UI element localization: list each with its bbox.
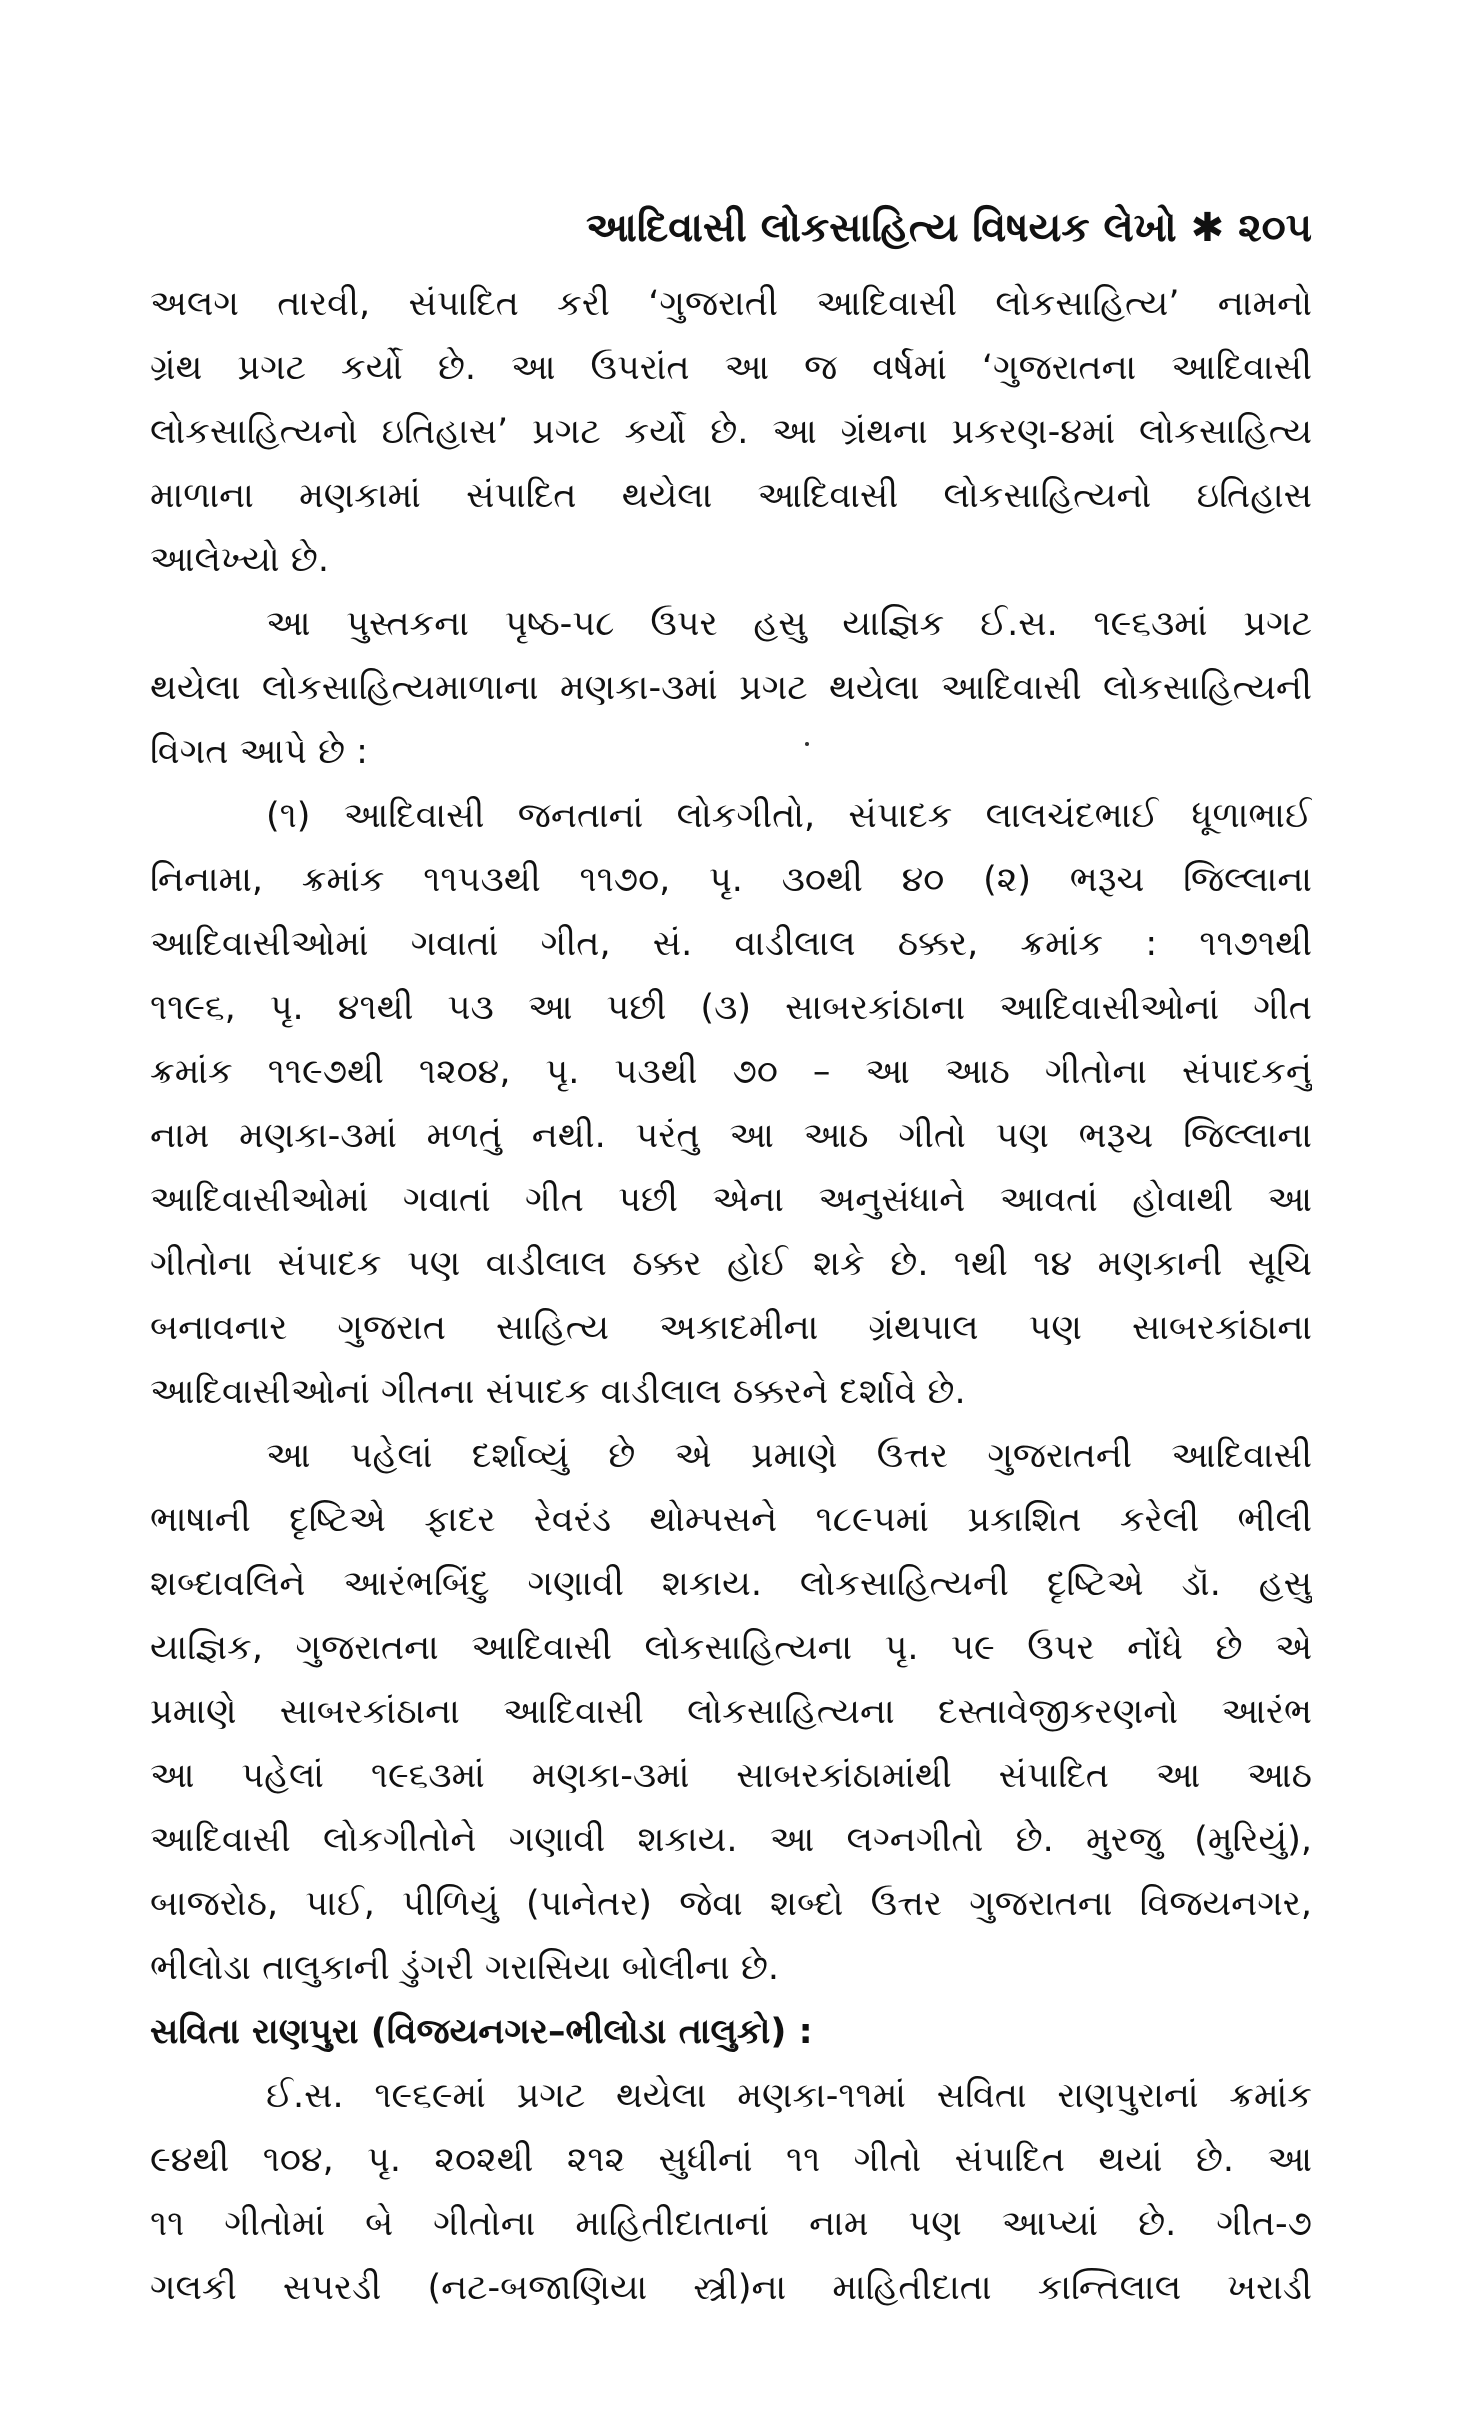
text-line: થયેલા લોકસાહિત્યમાળાના મણકા-૩માં પ્રગટ થયેલા આદિવાસી લોકસાહિત્યની (150, 668, 1312, 708)
text-line: ભાષાની દૃષ્ટિએ ફાદર રેવરંડ થોમ્પસને ૧૮૯૫માં પ્રકાશિત કરેલી ભીલી (150, 1500, 1312, 1540)
text-line: ઈ.સ. ૧૯૬૯માં પ્રગટ થયેલા મણકા-૧૧માં સવિતા રાણપુરાનાં ક્રમાંક (266, 2076, 1312, 2116)
text-line: નામ મણકા-૩માં મળતું નથી. પરંતુ આ આઠ ગીતો પણ ભરૂચ જિલ્લાના (150, 1116, 1312, 1156)
page-number: ૨૦૫ (1238, 205, 1312, 251)
text-line: વિગત આપે છે : (150, 732, 368, 772)
text-line: આદિવાસી લોકગીતોને ગણાવી શકાય. આ લગ્નગીતો છે. મુરજુ (મુરિયું), (150, 1820, 1312, 1860)
text-line: પ્રમાણે સાબરકાંઠાના આદિવાસી લોકસાહિત્યના દસ્તાવેજીકરણનો આરંભ (150, 1692, 1312, 1732)
text-line: આદિવાસીઓનાં ગીતના સંપાદક વાડીલાલ ઠક્કરને દર્શાવે છે. (150, 1372, 966, 1412)
text-line: બાજરોઠ, પાઈ, પીળિયું (પાનેતર) જેવા શબ્દો ઉત્તર ગુજરાતના વિજયનગર, (150, 1884, 1312, 1924)
running-header (150, 198, 1312, 258)
text-line: આ પુસ્તકના પૃષ્ઠ-૫૮ ઉપર હસુ યાજ્ઞિક ઈ.સ. ૧૯૬૩માં પ્રગટ (266, 604, 1312, 644)
text-line: આદિવાસીઓમાં ગવાતાં ગીત પછી એના અનુસંધાને આવતાં હોવાથી આ (150, 1180, 1312, 1220)
text-line: આ પહેલાં દર્શાવ્યું છે એ પ્રમાણે ઉત્તર ગુજરાતની આદિવાસી (266, 1436, 1312, 1476)
text-line: બનાવનાર ગુજરાત સાહિત્ય અકાદમીના ગ્રંથપાલ પણ સાબરકાંઠાના (150, 1308, 1312, 1348)
text-line: ગ્રંથ પ્રગટ કર્યો છે. આ ઉપરાંત આ જ વર્ષમાં ‘ગુજરાતના આદિવાસી (150, 348, 1312, 388)
section-heading: સવિતા રાણપુરા (વિજયનગર–ભીલોડા તાલુકો) : (150, 2012, 813, 2052)
text-line: ૧૧ ગીતોમાં બે ગીતોના માહિતીદાતાનાં નામ પણ આપ્યાં છે. ગીત-૭ (150, 2204, 1312, 2244)
text-line: યાજ્ઞિક, ગુજરાતના આદિવાસી લોકસાહિત્યના પૃ. ૫૯ ઉપર નોંધે છે એ (150, 1628, 1312, 1668)
text-line: આદિવાસીઓમાં ગવાતાં ગીત, સં. વાડીલાલ ઠક્કર, ક્રમાંક : ૧૧૭૧થી (150, 924, 1312, 964)
text-line: શબ્દાવલિને આરંભબિંદુ ગણાવી શકાય. લોકસાહિત્યની દૃષ્ટિએ ડૉ. હસુ (150, 1564, 1312, 1604)
text-line: આ પહેલાં ૧૯૬૩માં મણકા-૩માં સાબરકાંઠામાંથી સંપાદિત આ આઠ (150, 1756, 1312, 1796)
text-line: (૧) આદિવાસી જનતાનાં લોકગીતો, સંપાદક લાલચંદભાઈ ધૂળાભાઈ (266, 796, 1312, 836)
text-line: ક્રમાંક ૧૧૯૭થી ૧૨૦૪, પૃ. ૫૩થી ૭૦ – આ આઠ ગીતોના સંપાદકનું (150, 1052, 1312, 1092)
text-line: નિનામા, ક્રમાંક ૧૧૫૩થી ૧૧૭૦, પૃ. ૩૦થી ૪૦ (૨) ભરૂચ જિલ્લાના (150, 860, 1312, 900)
text-line: ગીતોના સંપાદક પણ વાડીલાલ ઠક્કર હોઈ શકે છે. ૧થી ૧૪ મણકાની સૂચિ (150, 1244, 1312, 1284)
text-line: ગલકી સપરડી (નટ-બજાણિયા સ્ત્રી)ના માહિતીદાતા કાન્તિલાલ ખરાડી (150, 2268, 1312, 2308)
text-line: ભીલોડા તાલુકાની ડુંગરી ગરાસિયા બોલીના છે. (150, 1948, 779, 1988)
text-line: માળાના મણકામાં સંપાદિત થયેલા આદિવાસી લોકસાહિત્યનો ઇતિહાસ (150, 476, 1312, 516)
body-text (150, 272, 1312, 2320)
text-line: લોકસાહિત્યનો ઇતિહાસ’ પ્રગટ કર્યો છે. આ ગ્રંથના પ્રકરણ-૪માં લોકસાહિત્ય (150, 412, 1312, 452)
text-line: અલગ તારવી, સંપાદિત કરી ‘ગુજરાતી આદિવાસી લોકસાહિત્ય’ નામનો (150, 284, 1312, 324)
asterisk-icon: ✱ (1190, 205, 1225, 251)
text-line: ૯૪થી ૧૦૪, પૃ. ૨૦૨થી ૨૧૨ સુધીનાં ૧૧ ગીતો સંપાદિત થયાં છે. આ (150, 2140, 1312, 2180)
header-title: આદિવાસી લોકસાહિત્ય વિષયક લેખો (585, 205, 1177, 251)
text-line: આલેખ્યો છે. (150, 540, 329, 580)
text-line: ૧૧૯૬, પૃ. ૪૧થી ૫૩ આ પછી (૩) સાબરકાંઠાના આદિવાસીઓનાં ગીત (150, 988, 1312, 1028)
